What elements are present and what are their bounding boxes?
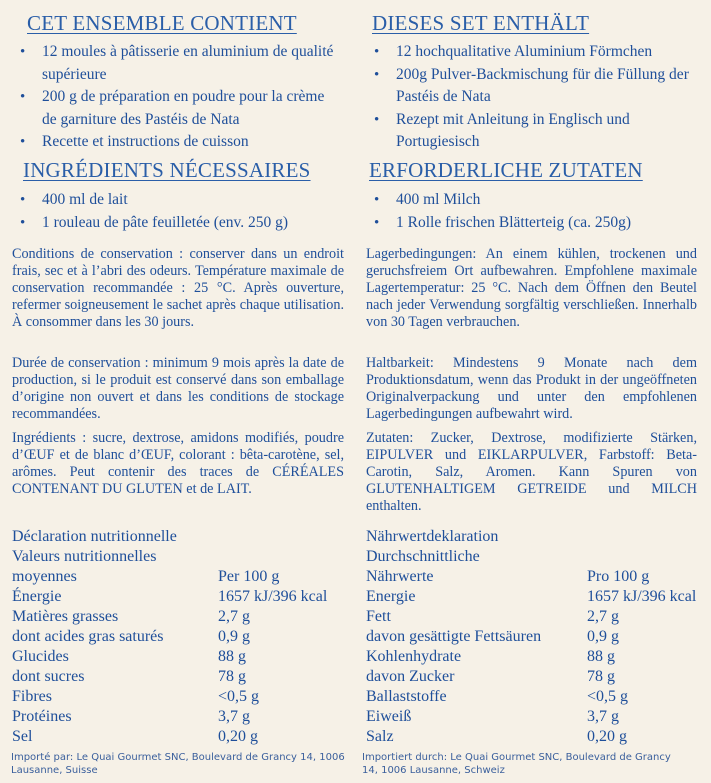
table-row: davon gesättigte Fettsäuren 0,9 g [366, 628, 619, 645]
list-item: • 400 ml Milch [366, 189, 696, 212]
ingredients-text: Ingrédients : sucre, dextrose, amidons modifiés, poudre d’ŒUF et de blanc d’ŒUF, colorant : bêta-carotène, sel, arômes. Peut contenir des traces de CÉRÉALES CONTENANT DU GLUTEN et de LAIT. [12, 430, 344, 497]
shelf-life-text: Haltbarkeit: Mindestens 9 Monate nach dem Produktionsdatum, wenn das Produkt in der ungeöffneten Originalverpackung und unter den empfohlenen Lagerbedingungen aufbewahrt wird. [366, 355, 697, 422]
table-row: Salz 0,20 g [366, 728, 627, 745]
ingredients-needed-title: ERFORDERLICHE ZUTATEN [369, 158, 643, 182]
contents-list [366, 41, 699, 154]
list-item: • 1 rouleau de pâte feuilletée (env. 250 g) [12, 212, 342, 235]
ingredients-needed-list [12, 189, 342, 234]
nutrition-heading: Nährwertdeklaration Durchschnittliche [366, 528, 499, 565]
table-row: Fett 2,7 g [366, 608, 619, 625]
ingredients-needed-list [366, 189, 696, 234]
list-item: • 12 hochqualitative Aluminium Förmchen [366, 41, 699, 64]
nutrition-table [12, 567, 347, 747]
contents-title: DIESES SET ENTHÄLT [372, 11, 590, 35]
nutrition-table [366, 567, 701, 747]
table-row: davon Zucker 78 g [366, 668, 615, 685]
contents-list [12, 41, 342, 154]
list-item: • 200 g de préparation en poudre pour la crème de garniture des Pastéis de Nata [12, 86, 342, 131]
table-row: Nährwerte Pro 100 g [366, 568, 650, 585]
table-row: Ballaststoffe <0,5 g [366, 688, 629, 705]
ingredients-needed-title: INGRÉDIENTS NÉCESSAIRES [23, 158, 311, 182]
table-row: Eiweiß 3,7 g [366, 708, 619, 725]
importer-text: Importé par: Le Quai Gourmet SNC, Boulevard de Grancy 14, 1006 Lausanne, Suisse [11, 752, 345, 776]
table-row: Glucides 88 g [12, 648, 246, 665]
list-item: • 200g Pulver-Backmischung für die Füllung der Pastéis de Nata [366, 64, 699, 109]
table-row: moyennes Per 100 g [12, 568, 280, 585]
table-row: Matières grasses 2,7 g [12, 608, 250, 625]
contents-title: CET ENSEMBLE CONTIENT [27, 11, 297, 35]
table-row: Kohlenhydrate 88 g [366, 648, 615, 665]
ingredients-text: Zutaten: Zucker, Dextrose, modifizierte Stärken, EIPULVER und EIKLARPULVER, Farbstoff: Beta-Carotin, Salz, Aromen. Kann Spuren von GLUTENHALTIGEM GETREIDE und MILCH enthalten. [366, 430, 697, 514]
nutrition-heading: Déclaration nutritionnelle Valeurs nutritionnelles [12, 528, 177, 565]
list-item: • Rezept mit Anleitung in Englisch und Portugiesisch [366, 109, 699, 154]
list-item: • 12 moules à pâtisserie en aluminium de qualité supérieure [12, 41, 342, 86]
storage-text: Conditions de conservation : conserver dans un endroit frais, sec et à l’abri des odeurs. Température maximale de conservation recommandée : 25 °C. Après ouverture, refermer soigneusement le sachet après chaque utilisation. À consommer dans les 30 jours. [12, 246, 344, 330]
importer-text: Importiert durch: Le Quai Gourmet SNC, Boulevard de Grancy 14, 1006 Lausanne, Schweiz [362, 752, 671, 776]
table-row: Fibres <0,5 g [12, 688, 260, 705]
table-row: dont sucres 78 g [12, 668, 246, 685]
list-item: • 1 Rolle frischen Blätterteig (ca. 250g) [366, 212, 696, 235]
table-row: dont acides gras saturés 0,9 g [12, 628, 250, 645]
list-item: • 400 ml de lait [12, 189, 342, 212]
table-row: Protéines 3,7 g [12, 708, 250, 725]
table-row: Energie 1657 kJ/396 kcal [366, 588, 697, 605]
table-row: Sel 0,20 g [12, 728, 258, 745]
table-row: Énergie 1657 kJ/396 kcal [12, 588, 328, 605]
storage-text: Lagerbedingungen: An einem kühlen, trockenen und geruchsfreiem Ort aufbewahren. Empfohlene maximale Lagertemperatur: 25 °C. Nach dem Öffnen den Beutel nach jeder Verwendung sorgfältig verschließen. Innerhalb von 30 Tagen verbrauchen. [366, 246, 697, 330]
shelf-life-text: Durée de conservation : minimum 9 mois après la date de production, si le produit est conservé dans son emballage d’origine non ouvert et dans les conditions de stockage recommandées. [12, 355, 344, 422]
list-item: • Recette et instructions de cuisson [12, 131, 342, 154]
